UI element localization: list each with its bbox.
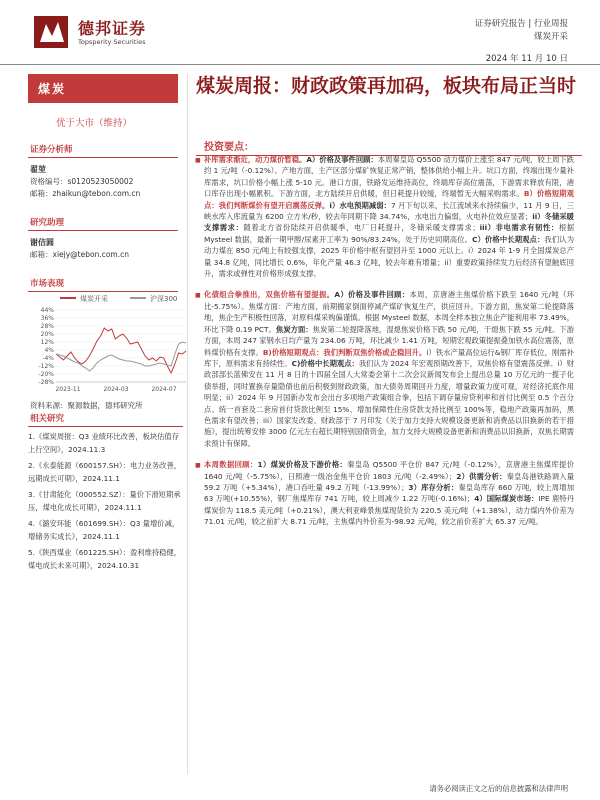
- text-run: i）铁水产量高位运行&钢厂库存低位，刚需补库下，原料需求有持续性。: [204, 347, 574, 368]
- text-run: 化债组合拳推出，双焦价格有望提振。: [204, 290, 335, 300]
- text-run: 秦皇岛库存 660 万吨，较上周增加 63 万吨(+10.55%)，钢厂焦煤库存 741 万吨，较上周减少 1.22 万吨(-0.16%)；: [204, 482, 574, 504]
- text-run: 根据 Mysteel 数据，最新一期甲醇/尿素开工率为 90%/83.24%，处于历史同期高位。: [204, 223, 575, 244]
- x-tick-label: 2024-03: [103, 386, 129, 393]
- logo-text: 德邦证券: [78, 19, 147, 38]
- text-run: 4）国际煤炭市场：: [474, 494, 539, 504]
- related-item[interactable]: 2.《永泰能源（600157.SH）：电力业务改善，远期成长可期》，2024.11.1: [28, 461, 182, 483]
- text-run: B)价格短期观点：我们判断双焦价格或企稳回升。: [262, 347, 427, 357]
- text-run: 随着北方省份陆续开启供暖季，电厂日耗提升，冬储采暖支撑需求；: [243, 223, 480, 233]
- text-run: iii）非电需求有韧性：: [479, 223, 559, 233]
- analyst-cert: 资格编号：s0120523050002: [30, 177, 134, 186]
- rating-label: 优于大市（维持）: [56, 118, 133, 129]
- text-run: 3）库存分析：: [408, 482, 459, 492]
- assistant-heading: 研究助理: [28, 216, 178, 231]
- assistant-info: [28, 237, 178, 261]
- text-run: 我们认为 2024 年宏观预期改善下，双焦价格有望震荡反弹。i）财政部部长蓝佛安在 11 月 8 日的十四届全国人大常委会第十二次会议新闻发布会上提出总量 10 万亿元的一揽子化债举措，同时置换存量隐债也前后积极到财政政策，加大债务周期回升力度，增量政策力度可观，对经济托底作用明显；ii）2024 年 9 月国新办发布会出台多项地产政策组合拳，包括下调存量房贷利率和首付比例至 0.5 个百分点、统一首套及二套房首付贷款比例至 15%、增加保障性住房贷款支持比例至 100%等，稳地产政策再加码，黑色需求有望改善；iii）国家发改委、财政部于 7 月印发《关于加力支持大规模设备更新和消费品以旧换新的若干措施》，提出统筹安排 3000 亿元左右超长期特别国债资金，加力支持大规模设备更新和消费品以旧换新，双焦长期需求预计有保障。: [204, 358, 574, 448]
- column-divider: [187, 74, 188, 774]
- sector-banner: 煤炭: [28, 74, 178, 103]
- y-tick-label: 12%: [40, 339, 54, 346]
- paragraph-thermal-coal: [198, 154, 574, 279]
- text-run: 秦皇岛港铁路调入量 59.2 万吨（+5.34%），港口吞吐量 49.2 万吨（-13.99%）；: [204, 471, 575, 492]
- text-run: 1）煤炭价格及下游价格：: [257, 460, 348, 470]
- text-run: IPE 鹿特丹煤炭价为 118.5 美元/吨（+0.21%），澳大利亚峰景焦煤现货价为 220.5 美元/吨（+1.38%），动力煤内外价差为 71.01 元/吨，较之前扩大 8.71 元/吨，主焦煤内外价差为-98.92 元/吨，较之前价差扩大 65.37 元/吨。: [204, 494, 575, 527]
- related-research: [28, 412, 183, 572]
- text-run: 焦炭方面：: [275, 324, 313, 334]
- y-tick-label: -4%: [42, 355, 54, 362]
- analyst-heading: 证券分析师: [28, 143, 178, 158]
- related-item[interactable]: 5.《陕西煤业（601225.SH）：盈利维持稳健，煤电成长未来可期》，2024.10.31: [28, 548, 182, 570]
- legend-label: 沪深300: [150, 295, 178, 303]
- report-title: 煤炭周报：财政政策再加码，板块布局正当时: [196, 75, 577, 97]
- text-run: 7 月下旬以来，长江流域来水持续偏少，11 月 9 日，三峡水库入库流量为 6200 立方米/秒，较去年同期下降 34.74%，水电出力偏弱，火电补位效应显著；: [204, 200, 574, 222]
- text-run: B）价格短期观点：我们判断煤价有望开启震荡反弹。: [204, 189, 574, 210]
- y-tick-label: -20%: [38, 371, 54, 378]
- series-line-csi300: [56, 342, 186, 371]
- company-logo: [32, 14, 232, 50]
- x-tick-label: 2024-07: [151, 386, 177, 393]
- analyst-info: [28, 164, 178, 200]
- text-run: 秦皇岛 Q5500 平仓价 847 元/吨（-0.12%），京唐港主焦煤库提价 1640 元/吨（-5.75%），日照港一级冶金焦平仓价 1803 元/吨（-2.49%）；: [204, 460, 575, 481]
- paragraph-coking-coal: [198, 289, 574, 449]
- text-run: 焦炭第二轮提降落地，湿熄焦炭价格下跌 50 元/吨，干熄焦下跌 55 元/吨。下游方面，本周 247 家钢水日均产量为 234.06 万吨，环比减少 1.41 万吨，短期宏观政策提振叠加铁水高位震荡，原料煤价格有支撑。: [204, 324, 575, 357]
- report-date: 2024 年 11 月 10 日: [485, 54, 568, 64]
- text-run: i）水电预期减弱：: [329, 200, 391, 210]
- text-run: ii）冬储采暖支撑需求：: [204, 212, 574, 233]
- report-body: [198, 154, 574, 538]
- y-tick-label: -12%: [38, 363, 54, 370]
- industry-label: 煤炭开采: [533, 32, 568, 42]
- y-tick-label: 28%: [40, 323, 54, 330]
- market-performance-chart: [30, 290, 190, 400]
- disclaimer-footer: 请务必阅读正文之后的信息披露和法律声明: [429, 784, 568, 793]
- sidebar: [28, 74, 178, 292]
- text-run: 补库需求渐近，动力煤价暂稳。: [204, 155, 307, 164]
- highlights-heading: 投资要点：: [196, 138, 582, 156]
- related-heading: 相关研究: [28, 412, 183, 427]
- text-run: 本周，京唐港主焦煤价格下跌至 1640 元/吨（环比-5.75%）。焦煤方面：产地方面，前期搬家倒面停减产煤矿恢复生产，供应回升。下游方面，焦炭第二轮提降落地，焦企生产积极性回落，对原料煤采购偏谨慎。根据 Mysteel 数据，本周全样本独立焦企产能利用率 73.49%，环比下降 0.19 PCT。: [204, 290, 575, 334]
- y-tick-label: 36%: [40, 315, 54, 322]
- logo-subtext: Topsperity Securities: [78, 38, 146, 46]
- y-tick-label: -28%: [38, 379, 54, 386]
- text-run: C）价格中长期观点：: [472, 234, 545, 244]
- text-run: 我们认为动力煤在 850 元/吨上有较强支撑，2025 年价格中枢有望回升至 1000 元以上。i）2024 年 1-9 月全国煤炭总产量 34.8 亿吨，同比增长 0.6%，年化产量 46.3 亿吨，较去年难有增量；ii）重要政策持续发力后经济有望触底回升，需求或弹性对价格形成强支撑。: [204, 234, 574, 279]
- text-run: 2）供需分析：: [456, 471, 507, 481]
- report-type: 证券研究报告 | 行业周报: [474, 19, 568, 29]
- y-tick-label: 4%: [44, 347, 54, 354]
- text-run: 本周数据回顾：: [204, 460, 258, 470]
- paragraph-weekly-data: [198, 459, 574, 527]
- assistant-name: 谢佶圆: [30, 238, 54, 247]
- related-item[interactable]: 4.《潞安环能（601699.SH）：Q3 量增价减，增储务实成长》，2024.11.1: [28, 519, 180, 541]
- logo-mark-icon: [32, 14, 72, 50]
- y-tick-label: 20%: [40, 331, 54, 338]
- text-run: 本周秦皇岛 Q5500 动力煤价上涨至 847 元/吨，较上周下跌约 1 元/吨（-0.12%）。产地方面，主产区部分煤矿恢复正常产销，整体供给小幅上升。坑口方面，终端出现少量补库需求，坑口价格小幅上涨 5-10 元。港口方面，铁路发运维持高位，终端库存高位震荡，下游需求释放有限，港口库存出现小幅累积。下游方面，北方陆续开启供暖，但日耗提升较缓，终端暂无大幅采购需求。: [204, 155, 575, 199]
- assistant-email[interactable]: 邮箱：xiejy@tebon.com.cn: [30, 250, 129, 259]
- report-meta: [475, 18, 568, 44]
- y-tick-label: 44%: [40, 307, 54, 314]
- analyst-email[interactable]: 邮箱：zhaikun@tebon.com.cn: [30, 189, 141, 198]
- legend-label: 煤炭开采: [80, 295, 108, 303]
- analyst-name: 翟堃: [30, 165, 46, 174]
- chart-source: 资料来源：聚源数据，德邦研究所: [30, 401, 143, 410]
- x-tick-label: 2023-11: [55, 386, 81, 393]
- text-run: A）价格及事件回顾：: [306, 155, 378, 164]
- text-run: A）价格及事件回顾：: [334, 290, 410, 300]
- market-heading: 市场表现: [28, 277, 178, 292]
- related-item[interactable]: 3.《甘肃能化（000552.SZ）：量价下滑短期承压，煤电化成长可期》，2024.11.1: [28, 490, 181, 512]
- related-item[interactable]: 1.《煤炭周报：Q3 业绩环比改善，板块估值存上行空间》，2024.11.3: [28, 432, 180, 454]
- header-divider: [0, 64, 600, 65]
- text-run: C)价格中长期观点：: [291, 358, 359, 368]
